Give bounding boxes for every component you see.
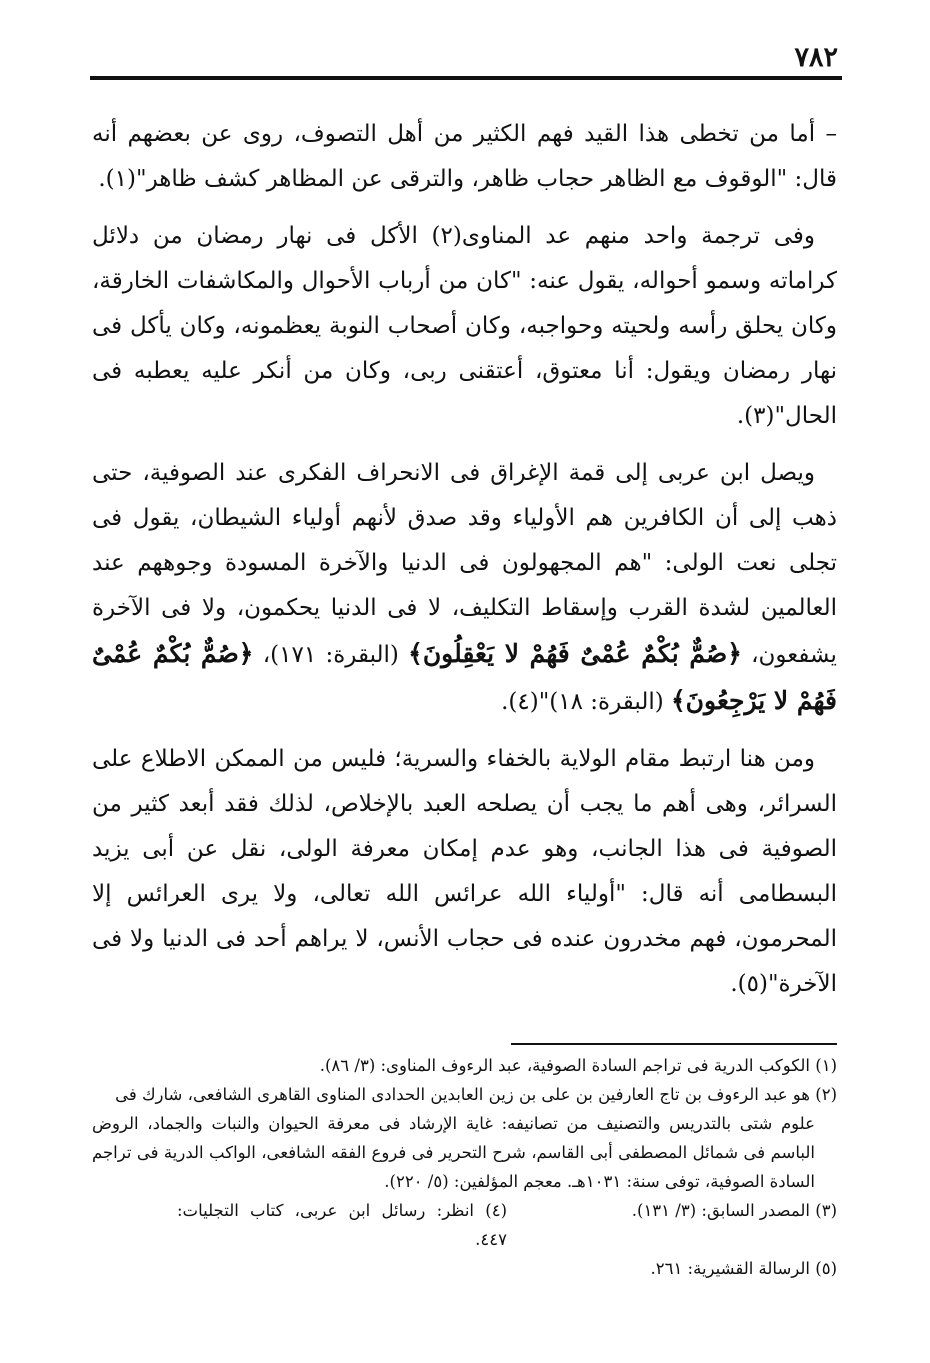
paragraph-3 bbox=[92, 451, 837, 725]
footnotes bbox=[92, 1051, 837, 1283]
quran-verse-2: ﴿صُمٌّ بُكْمٌ عُمْىٌ فَهُمْ لا يَرْجِعُونَ﴾ bbox=[92, 639, 837, 715]
paragraph-1: – أما من تخطى هذا القيد فهم الكثير من أهل التصوف، روى عن بعضهم أنه قال: "الوقوف مع الظاهر حجاب ظاهر، والترقى عن المظاهر كشف ظاهر"(١). bbox=[92, 121, 837, 192]
quran-verse-1: ﴿صُمٌّ بُكْمٌ عُمْىٌ فَهُمْ لا يَعْقِلُونَ﴾ bbox=[408, 639, 742, 668]
footnote-5: (٥) الرسالة القشيرية: ٢٦١. bbox=[650, 1259, 837, 1278]
footnote-rule bbox=[511, 1043, 837, 1045]
footnote-3: (٣) المصدر السابق: (٣/ ١٣١). bbox=[631, 1201, 837, 1220]
paragraph-2: وفى ترجمة واحد منهم عد المناوى(٢) الأكل فى نهار رمضان من دلائل كراماته وسمو أحواله، يقول عنه: "كان من أرباب الأحوال والمكاشفات الخارقة، وكان يحلق رأسه ولحيته وحواجبه، وكان أصحاب النوبة يعظمونه، وكان يأكل فى نهار رمضان ويقول: أنا معتوق، أعتقنى ربى، وكان من أنكر عليه يعطبه فى الحال"(٣). bbox=[92, 223, 837, 429]
footnote-2-continued: علوم شتى بالتدريس والتصنيف من تصانيفه: غاية الإرشاد فى معرفة الحيوان والنبات والجماد، الروض الباسم فى شمائل المصطفى أبى القاسم، شرح التحرير فى فروع الفقه الشافعى، الواكب الدرية فى تراجم السادة الصوفية، توفى سنة: ١٠٣١هـ. معجم المؤلفين: (٥/ ٢٢٠). bbox=[92, 1114, 815, 1191]
paragraph-3-text: ويصل ابن عربى إلى قمة الإغراق فى الانحراف الفكرى عند الصوفية، حتى ذهب إلى أن الكافرين هم الأولياء وقد صدق لأنهم أولياء الشيطان، يقول فى تجلى نعت الولى: "هم المجهولون فى الدنيا والآخرة المسودة وجوههم عند العالمين لشدة القرب وإسقاط التكليف، لا فى الدنيا يحكمون، ولا فى الآخرة يشفعون، bbox=[92, 460, 837, 668]
footnote-1: (١) الكوكب الدرية فى تراجم السادة الصوفية، عبد الرءوف المناوى: (٣/ ٨٦). bbox=[319, 1056, 837, 1075]
main-text bbox=[92, 112, 837, 1019]
footnote-row bbox=[92, 1196, 837, 1254]
verse-reference-1: (البقرة: ١٧١)، bbox=[253, 642, 409, 668]
footnote-4: (٤) انظر: رسائل ابن عربى، كتاب التجليات: ٤٤٧. bbox=[177, 1201, 507, 1249]
verse-reference-2: (البقرة: ١٨)"(٤). bbox=[501, 689, 672, 715]
footnote-2: (٢) هو عبد الرءوف بن تاج العارفين بن على بن زين العابدين الحدادى المناوى القاهرى الشافعى، شارك فى bbox=[115, 1085, 837, 1104]
page-number: ٧٨٢ bbox=[794, 42, 838, 73]
header-rule bbox=[90, 76, 842, 80]
paragraph-4: ومن هنا ارتبط مقام الولاية بالخفاء والسرية؛ فليس من الممكن الاطلاع على السرائر، وهى أهم ما يجب أن يصلحه العبد بالإخلاص، لذلك فقد أبعد كثير من الصوفية فى هذا الجانب، وهو عدم إمكان معرفة الولى، نقل عن أبى يزيد البسطامى أنه قال: "أولياء الله عرائس الله تعالى، ولا يرى العرائس إلا المحرمون، فهم مخدرون عنده فى حجاب الأنس، لا يراهم أحد فى الدنيا ولا فى الآخرة"(٥). bbox=[92, 746, 837, 997]
